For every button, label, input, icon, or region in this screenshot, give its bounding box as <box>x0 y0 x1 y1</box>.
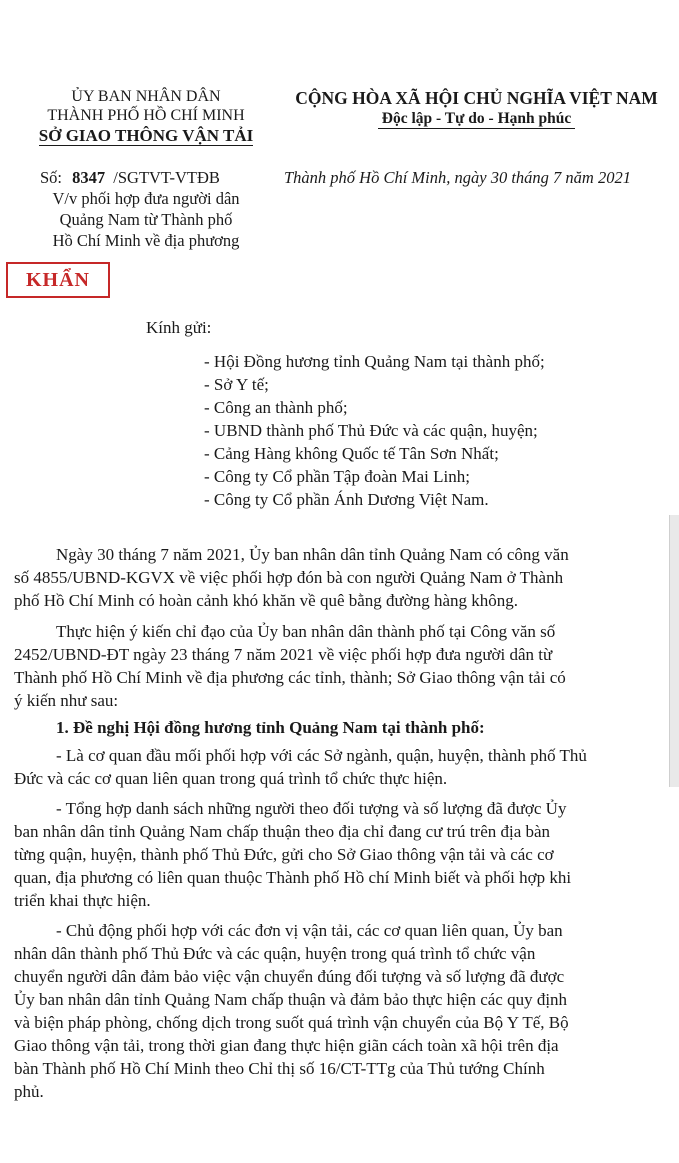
body-line: phủ. <box>14 1082 44 1101</box>
body-line: - Chủ động phối hợp với các đơn vị vận tải, các cơ quan liên quan, Ủy ban <box>56 921 563 940</box>
body-line: Thực hiện ý kiến chỉ đạo của Ủy ban nhân dân thành phố tại Công văn số <box>56 622 556 641</box>
body-line: - Là cơ quan đầu mối phối hợp với các Sở ngành, quận, huyện, thành phố Thủ <box>56 746 587 765</box>
issuer-department-text: SỞ GIAO THÔNG VẬN TẢI <box>38 126 254 145</box>
recipient-item: - Cảng Hàng không Quốc tế Tân Sơn Nhất; <box>204 444 499 463</box>
body-line: ban nhân dân tỉnh Quảng Nam chấp thuận theo địa chỉ đang cư trú trên địa bàn <box>14 822 551 841</box>
body-line: chuyển người dân đảm bảo việc vận chuyển đúng đối tượng và số lượng đã được <box>14 967 565 986</box>
recipients-label: Kính gửi: <box>146 318 212 337</box>
recipient-item: - Hội Đồng hương tỉnh Quảng Nam tại thành phố; <box>204 352 545 371</box>
body-line: bàn Thành phố Hồ Chí Minh theo Chỉ thị số 16/CT-TTg của Thủ tướng Chính <box>14 1059 545 1078</box>
body-line: triển khai thực hiện. <box>14 891 151 910</box>
recipient-item: - Công ty Cổ phần Tập đoàn Mai Linh; <box>204 467 470 486</box>
motto-text: Độc lập - Tự do - Hạnh phúc <box>378 110 575 129</box>
national-title: CỘNG HÒA XÃ HỘI CHỦ NGHĨA VIỆT NAM <box>295 88 658 108</box>
urgent-stamp: KHẨN <box>6 262 110 298</box>
subject-line-3: Hồ Chí Minh về địa phương <box>52 231 240 250</box>
body-line: và biện pháp phòng, chống dịch trong suốt quá trình vận chuyển của Bộ Y Tế, Bộ <box>14 1013 569 1032</box>
document-number-prefix: Số: <box>40 168 63 187</box>
issuer-line-1: ỦY BAN NHÂN DÂN <box>71 88 221 105</box>
recipient-item: - Sở Y tế; <box>204 375 269 394</box>
body-line: Đức và các cơ quan liên quan trong quá trình tổ chức thực hiện. <box>14 769 448 788</box>
document-number-suffix: /SGTVT-VTĐB <box>113 168 220 187</box>
subject-line-2: Quảng Nam từ Thành phố <box>59 210 233 229</box>
issuer-line-2: THÀNH PHỐ HỒ CHÍ MINH <box>47 107 245 124</box>
body-line: - Tổng hợp danh sách những người theo đối tượng và số lượng đã được Ủy <box>56 799 567 818</box>
recipient-item: - Công ty Cổ phần Ánh Dương Việt Nam. <box>204 490 489 509</box>
body-line: từng quận, huyện, thành phố Thủ Đức, gửi cho Sở Giao thông vận tải và các cơ <box>14 845 554 864</box>
document-number-value: 8347 <box>72 168 106 187</box>
scroll-edge <box>669 515 679 787</box>
subject-line-1: V/v phối hợp đưa người dân <box>52 189 240 208</box>
body-line: Ủy ban nhân dân tỉnh Quảng Nam chấp thuận và đảm bảo thực hiện các quy định <box>14 990 568 1009</box>
document-date: Thành phố Hồ Chí Minh, ngày 30 tháng 7 năm 2021 <box>284 168 631 187</box>
body-line: quan, địa phương có liên quan thuộc Thành phố Hồ chí Minh biết và phối hợp khi <box>14 868 572 887</box>
document-number <box>40 168 220 188</box>
body-line: số 4855/UBND-KGVX về việc phối hợp đón bà con người Quảng Nam ở Thành <box>14 568 564 587</box>
body-line: Thành phố Hồ Chí Minh về địa phương các tỉnh, thành; Sở Giao thông vận tải có <box>14 668 566 687</box>
body-line: Ngày 30 tháng 7 năm 2021, Ủy ban nhân dân tỉnh Quảng Nam có công văn <box>56 545 569 564</box>
body-line: 2452/UBND-ĐT ngày 23 tháng 7 năm 2021 về việc phối hợp đưa người dân từ <box>14 645 553 664</box>
recipient-item: - UBND thành phố Thủ Đức và các quận, huyện; <box>204 421 538 440</box>
body-line: nhân dân thành phố Thủ Đức và các quận, huyện trong quá trình tổ chức vận <box>14 944 536 963</box>
body-line: ý kiến như sau: <box>14 691 119 710</box>
recipient-item: - Công an thành phố; <box>204 398 348 417</box>
body-line: phố Hồ Chí Minh có hoàn cảnh khó khăn về quê bằng đường hàng không. <box>14 591 519 610</box>
national-motto <box>280 110 673 128</box>
section-heading: 1. Đề nghị Hội đồng hương tỉnh Quảng Nam tại thành phố: <box>56 718 485 737</box>
body-line: Giao thông vận tải, trong thời gian đang thực hiện giãn cách toàn xã hội trên địa <box>14 1036 559 1055</box>
issuer-department <box>18 126 274 146</box>
